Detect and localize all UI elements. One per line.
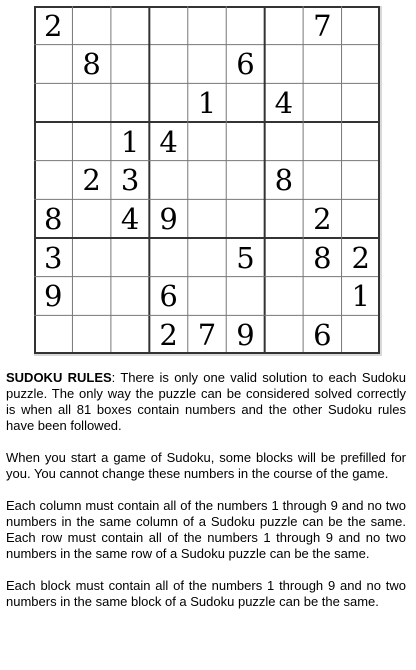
sudoku-cell-r5-c4[interactable]: [149, 161, 187, 200]
sudoku-cell-r6-c1: 8: [43, 202, 63, 237]
sudoku-cell-r6-c8: 2: [313, 202, 332, 237]
sudoku-cell-r4-c2[interactable]: [72, 122, 110, 161]
sudoku-cell-r3-c9[interactable]: [342, 83, 380, 122]
sudoku-cell-r6-c5[interactable]: [188, 199, 226, 238]
sudoku-cell-r1-c2[interactable]: [72, 6, 110, 45]
sudoku-cell-r8-c2[interactable]: [72, 277, 110, 316]
sudoku-cell-r5-c8[interactable]: [303, 161, 341, 200]
sudoku-cell-r8-c1: 9: [43, 279, 63, 314]
sudoku-cell-r6-c7[interactable]: [265, 199, 303, 238]
sudoku-cell-r1-c6[interactable]: [226, 6, 264, 45]
sudoku-cell-r3-c4[interactable]: [149, 83, 187, 122]
sudoku-cell-r5-c5[interactable]: [188, 161, 226, 200]
sudoku-cell-r9-c9[interactable]: [342, 315, 380, 354]
sudoku-cell-r3-c1[interactable]: [34, 83, 72, 122]
sudoku-cell-r6-c9[interactable]: [342, 199, 380, 238]
sudoku-cell-r3-c8[interactable]: [303, 83, 341, 122]
sudoku-cell-r3-c7: 4: [274, 86, 294, 121]
sudoku-cells: [34, 6, 380, 354]
rules-paragraph-2: When you start a game of Sudoku, some blocks will be prefilled for you. You cannot change these numbers in the course of the game.: [6, 450, 406, 481]
sudoku-cell-r9-c4: 2: [159, 318, 178, 353]
sudoku-cell-r7-c4[interactable]: [149, 238, 187, 277]
rules-intro: : There is only one valid solution to each Sudoku puzzle. The only way the puzzle can be considered solved correctly is when all 81 boxes contain numbers and the other Sudoku rules have been followed.: [6, 370, 407, 433]
sudoku-cell-r1-c3[interactable]: [111, 6, 149, 45]
rules-paragraph-1: [6, 370, 406, 434]
sudoku-cell-r6-c3: 4: [120, 202, 140, 237]
sudoku-cell-r8-c6[interactable]: [226, 277, 264, 316]
sudoku-cell-r7-c9: 2: [351, 240, 370, 275]
sudoku-cell-r3-c3[interactable]: [111, 83, 149, 122]
sudoku-cell-r6-c4: 9: [159, 202, 178, 237]
sudoku-cell-r1-c5[interactable]: [188, 6, 226, 45]
sudoku-cell-r7-c1: 3: [43, 240, 63, 275]
sudoku-cell-r9-c2[interactable]: [72, 315, 110, 354]
sudoku-cell-r9-c3[interactable]: [111, 315, 149, 354]
sudoku-cell-r8-c3[interactable]: [111, 277, 149, 316]
sudoku-cell-r8-c4: 6: [159, 279, 178, 314]
sudoku-cell-r7-c2[interactable]: [72, 238, 110, 277]
sudoku-cell-r9-c7[interactable]: [265, 315, 303, 354]
sudoku-cell-r5-c1[interactable]: [34, 161, 72, 200]
sudoku-cell-r4-c5[interactable]: [188, 122, 226, 161]
sudoku-cell-r5-c2: 2: [82, 163, 101, 198]
sudoku-cell-r5-c9[interactable]: [342, 161, 380, 200]
sudoku-cell-r3-c6[interactable]: [226, 83, 264, 122]
sudoku-cell-r1-c4[interactable]: [149, 6, 187, 45]
sudoku-cell-r8-c5[interactable]: [188, 277, 226, 316]
sudoku-cell-r9-c5: 7: [197, 318, 217, 353]
sudoku-cell-r1-c9[interactable]: [342, 6, 380, 45]
sudoku-cell-r1-c7[interactable]: [265, 6, 303, 45]
sudoku-cell-r2-c1[interactable]: [34, 45, 72, 84]
sudoku-cell-r2-c6: 6: [236, 47, 255, 82]
sudoku-cell-r7-c7[interactable]: [265, 238, 303, 277]
rules-paragraph-4: Each block must contain all of the numbers 1 through 9 and no two numbers in the same block of a Sudoku puzzle can be the same.: [6, 578, 406, 609]
rules-paragraph-3: Each column must contain all of the numbers 1 through 9 and no two numbers in the same column of a Sudoku puzzle can be the same. Each row must contain all of the numbers 1 through 9 and no two numbers in the same row of a Sudoku puzzle can be the same.: [6, 498, 406, 561]
sudoku-cell-r7-c3[interactable]: [111, 238, 149, 277]
sudoku-cell-r2-c4[interactable]: [149, 45, 187, 84]
sudoku-cell-r2-c2: 8: [82, 47, 101, 82]
sudoku-cell-r5-c6[interactable]: [226, 161, 264, 200]
sudoku-cell-r8-c7[interactable]: [265, 277, 303, 316]
sudoku-cell-r5-c3: 3: [120, 163, 140, 198]
sudoku-cell-r3-c5: 1: [197, 86, 217, 121]
sudoku-cell-r4-c7[interactable]: [265, 122, 303, 161]
sudoku-cell-r5-c7: 8: [274, 163, 294, 198]
sudoku-cell-r7-c6: 5: [236, 240, 255, 275]
sudoku-cell-r9-c6: 9: [236, 318, 255, 353]
sudoku-cell-r1-c1: 2: [43, 8, 63, 43]
sudoku-cell-r8-c9: 1: [351, 279, 370, 314]
sudoku-cell-r2-c5[interactable]: [188, 45, 226, 84]
sudoku-cell-r2-c7[interactable]: [265, 45, 303, 84]
sudoku-cell-r2-c9[interactable]: [342, 45, 380, 84]
rules-heading: SUDOKU RULES: [6, 370, 112, 385]
sudoku-cell-r6-c6[interactable]: [226, 199, 264, 238]
sudoku-board: [34, 6, 382, 356]
sudoku-cell-r4-c4: 4: [159, 124, 178, 159]
sudoku-cell-r8-c8[interactable]: [303, 277, 341, 316]
sudoku-cell-r2-c8[interactable]: [303, 45, 341, 84]
sudoku-cell-r7-c5[interactable]: [188, 238, 226, 277]
sudoku-cell-r4-c1[interactable]: [34, 122, 72, 161]
sudoku-cell-r1-c8: 7: [313, 8, 332, 43]
sudoku-cell-r9-c1[interactable]: [34, 315, 72, 354]
rules-text: [6, 370, 406, 626]
sudoku-cell-r4-c8[interactable]: [303, 122, 341, 161]
sudoku-cell-r3-c2[interactable]: [72, 83, 110, 122]
sudoku-cell-r9-c8: 6: [313, 318, 332, 353]
sudoku-cell-r4-c9[interactable]: [342, 122, 380, 161]
sudoku-cell-r7-c8: 8: [313, 240, 332, 275]
sudoku-cell-r4-c3: 1: [120, 124, 140, 159]
sudoku-cell-r4-c6[interactable]: [226, 122, 264, 161]
sudoku-cell-r2-c3[interactable]: [111, 45, 149, 84]
sudoku-cell-r6-c2[interactable]: [72, 199, 110, 238]
